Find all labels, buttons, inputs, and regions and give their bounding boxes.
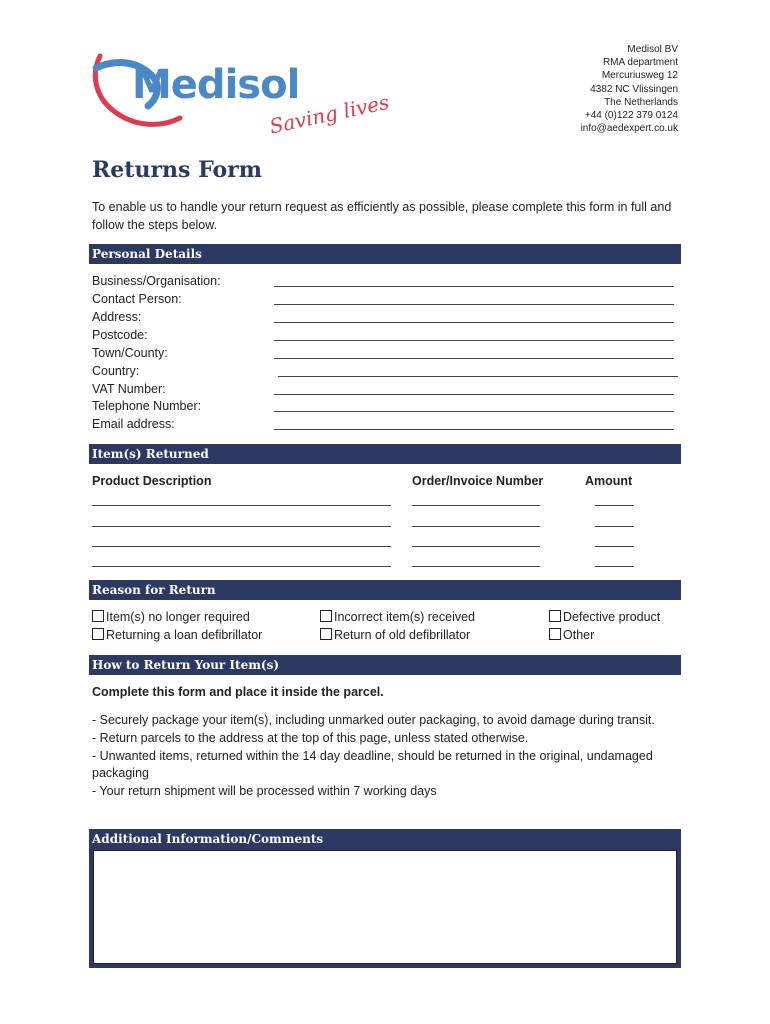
field-line[interactable]: [274, 429, 674, 430]
howto-instruction: Complete this form and place it inside the parcel.: [92, 685, 384, 699]
item-product-line[interactable]: [92, 505, 391, 506]
field-telephone[interactable]: [92, 399, 680, 417]
reason-option-old-defibrillator[interactable]: [320, 628, 470, 642]
checkbox[interactable]: [549, 628, 561, 640]
field-label: Email address:: [92, 417, 175, 431]
howto-step: - Unwanted items, returned within the 14 day deadline, should be returned in the original, undamaged packaging: [92, 748, 653, 781]
address-phone: +44 (0)122 379 0124: [584, 110, 678, 122]
field-line[interactable]: [274, 304, 674, 305]
item-order-line[interactable]: [412, 526, 540, 527]
field-postcode[interactable]: [92, 328, 680, 346]
field-country[interactable]: [92, 364, 680, 382]
field-label: Town/County:: [92, 346, 168, 360]
howto-step: - Securely package your item(s), including unmarked outer packaging, to avoid damage during transit.: [92, 713, 655, 727]
reason-option-defective[interactable]: [549, 610, 660, 624]
field-label: Address:: [92, 310, 142, 324]
checkbox[interactable]: [92, 610, 104, 622]
field-label: Business/Organisation:: [92, 274, 221, 288]
column-header-amount: Amount: [585, 474, 633, 488]
address-line: The Netherlands: [604, 96, 678, 108]
section-header-personal-details: Personal Details: [89, 244, 681, 264]
checkbox-label: Other: [563, 628, 595, 642]
item-product-line[interactable]: [92, 546, 391, 547]
address-line: 4382 NC Vlissingen: [590, 83, 678, 95]
section-header-how-to-return: How to Return Your Item(s): [89, 655, 681, 675]
address-line: Mercuriusweg 12: [601, 70, 678, 82]
item-product-line[interactable]: [92, 526, 391, 527]
checkbox-label: Incorrect item(s) received: [334, 610, 476, 624]
field-label: Country:: [92, 364, 140, 378]
checkbox[interactable]: [549, 610, 561, 622]
checkbox-label: Item(s) no longer required: [106, 610, 250, 624]
return-address: [581, 43, 678, 135]
checkbox[interactable]: [92, 628, 104, 640]
field-contact-person[interactable]: [92, 292, 680, 310]
reason-option-incorrect-item[interactable]: [320, 610, 475, 624]
field-email[interactable]: [92, 417, 680, 435]
howto-step: - Return parcels to the address at the top of this page, unless stated otherwise.: [92, 730, 529, 745]
column-header-order-number: Order/Invoice Number: [412, 474, 544, 488]
section-header-comments: Additional Information/Comments: [89, 829, 681, 848]
logo-tagline: Saving lives: [267, 89, 392, 139]
comments-textarea[interactable]: [93, 850, 677, 964]
field-label: Contact Person:: [92, 292, 182, 306]
intro-text: To enable us to handle your return request as efficiently as possible, please complete this form in full and follow the steps below.: [92, 200, 672, 232]
section-header-reason: Reason for Return: [89, 580, 681, 600]
checkbox-label: Return of old defibrillator: [334, 628, 471, 642]
field-line[interactable]: [274, 286, 674, 287]
item-amount-line[interactable]: [595, 546, 634, 547]
checkbox[interactable]: [320, 610, 332, 622]
checkbox-label: Returning a loan defibrillator: [106, 628, 263, 642]
checkbox[interactable]: [320, 628, 332, 640]
field-label: VAT Number:: [92, 382, 166, 396]
reason-option-other[interactable]: [549, 628, 594, 642]
field-town-county[interactable]: [92, 346, 680, 364]
field-line[interactable]: [274, 340, 674, 341]
field-label: Telephone Number:: [92, 399, 202, 413]
page-title: Returns Form: [92, 157, 263, 183]
reason-option-no-longer-required[interactable]: [92, 610, 250, 624]
medisol-logo: [88, 48, 392, 148]
item-amount-line[interactable]: [595, 526, 634, 527]
field-address[interactable]: [92, 310, 680, 328]
checkbox-label: Defective product: [563, 610, 661, 624]
field-line[interactable]: [274, 411, 674, 412]
address-email[interactable]: info@aedexpert.co.uk: [580, 123, 678, 135]
address-line: RMA department: [602, 57, 678, 69]
column-header-product: Product Description: [92, 474, 212, 488]
item-order-line[interactable]: [412, 546, 540, 547]
item-amount-line[interactable]: [595, 566, 634, 567]
item-order-line[interactable]: [412, 566, 540, 567]
field-line[interactable]: [274, 358, 674, 359]
field-vat-number[interactable]: [92, 382, 680, 400]
field-line[interactable]: [274, 322, 674, 323]
howto-steps: [92, 712, 672, 801]
field-business[interactable]: [92, 274, 680, 292]
field-line[interactable]: [278, 376, 678, 377]
logo-wordmark: Medisol: [132, 62, 300, 108]
address-line: Medisol BV: [627, 44, 678, 55]
item-amount-line[interactable]: [595, 505, 634, 506]
section-header-items-returned: Item(s) Returned: [89, 444, 681, 464]
item-product-line[interactable]: [92, 566, 391, 567]
item-order-line[interactable]: [412, 505, 540, 506]
field-label: Postcode:: [92, 328, 148, 342]
field-line[interactable]: [274, 394, 674, 395]
howto-step: - Your return shipment will be processed within 7 working days: [92, 784, 437, 799]
reason-option-loan-defibrillator[interactable]: [92, 628, 262, 642]
